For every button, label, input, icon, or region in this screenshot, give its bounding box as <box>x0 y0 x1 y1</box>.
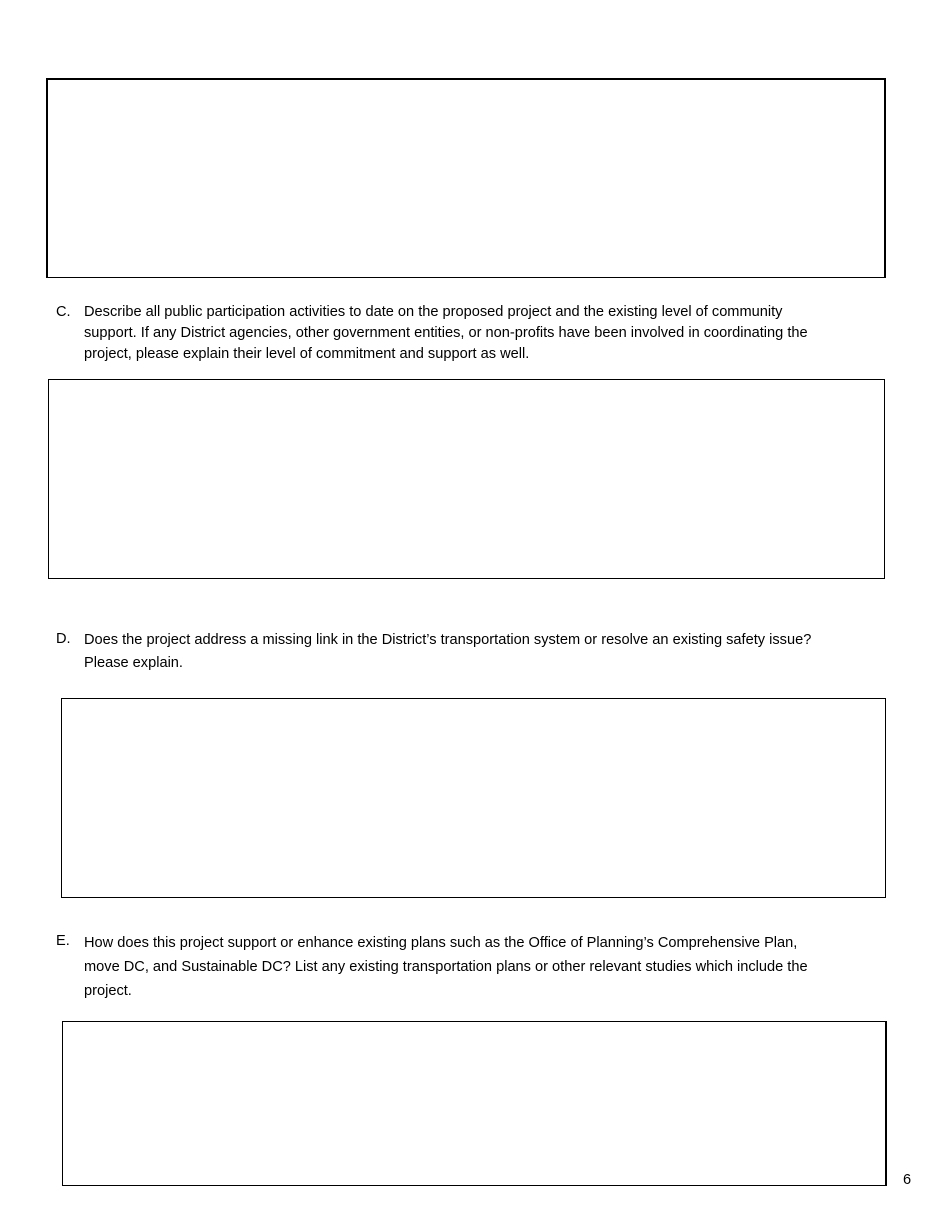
question-e-letter: E. <box>56 933 70 949</box>
answer-box-d[interactable] <box>61 698 886 898</box>
question-c-line-1: Describe all public participation activities to date on the proposed project and the existing level of community <box>84 304 783 320</box>
question-c-text <box>84 302 896 365</box>
question-e <box>56 931 896 1003</box>
question-c-line-3: project, please explain their level of commitment and support as well. <box>84 346 530 362</box>
answer-box-b[interactable] <box>46 78 886 278</box>
question-e-line-2: move DC, and Sustainable DC? List any existing transportation plans or other relevant studies which include the <box>84 959 808 975</box>
question-e-text <box>84 931 896 1003</box>
question-d-text <box>84 629 896 675</box>
question-c-line-2: support. If any District agencies, other government entities, or non-profits have been involved in coordinating the <box>84 325 808 341</box>
answer-box-e[interactable] <box>62 1021 887 1186</box>
question-e-line-3: project. <box>84 983 132 999</box>
question-d-line-1: Does the project address a missing link in the District’s transportation system or resolve an existing safety issue? <box>84 632 812 648</box>
question-c <box>56 302 896 365</box>
page-number: 6 <box>903 1172 912 1188</box>
question-d-line-2: Please explain. <box>84 655 183 671</box>
question-e-line-1: How does this project support or enhance existing plans such as the Office of Planning’s Comprehensive Plan, <box>84 935 798 951</box>
question-d <box>56 629 896 675</box>
answer-box-c[interactable] <box>48 379 885 579</box>
question-c-letter: C. <box>56 304 71 320</box>
question-d-letter: D. <box>56 631 71 647</box>
